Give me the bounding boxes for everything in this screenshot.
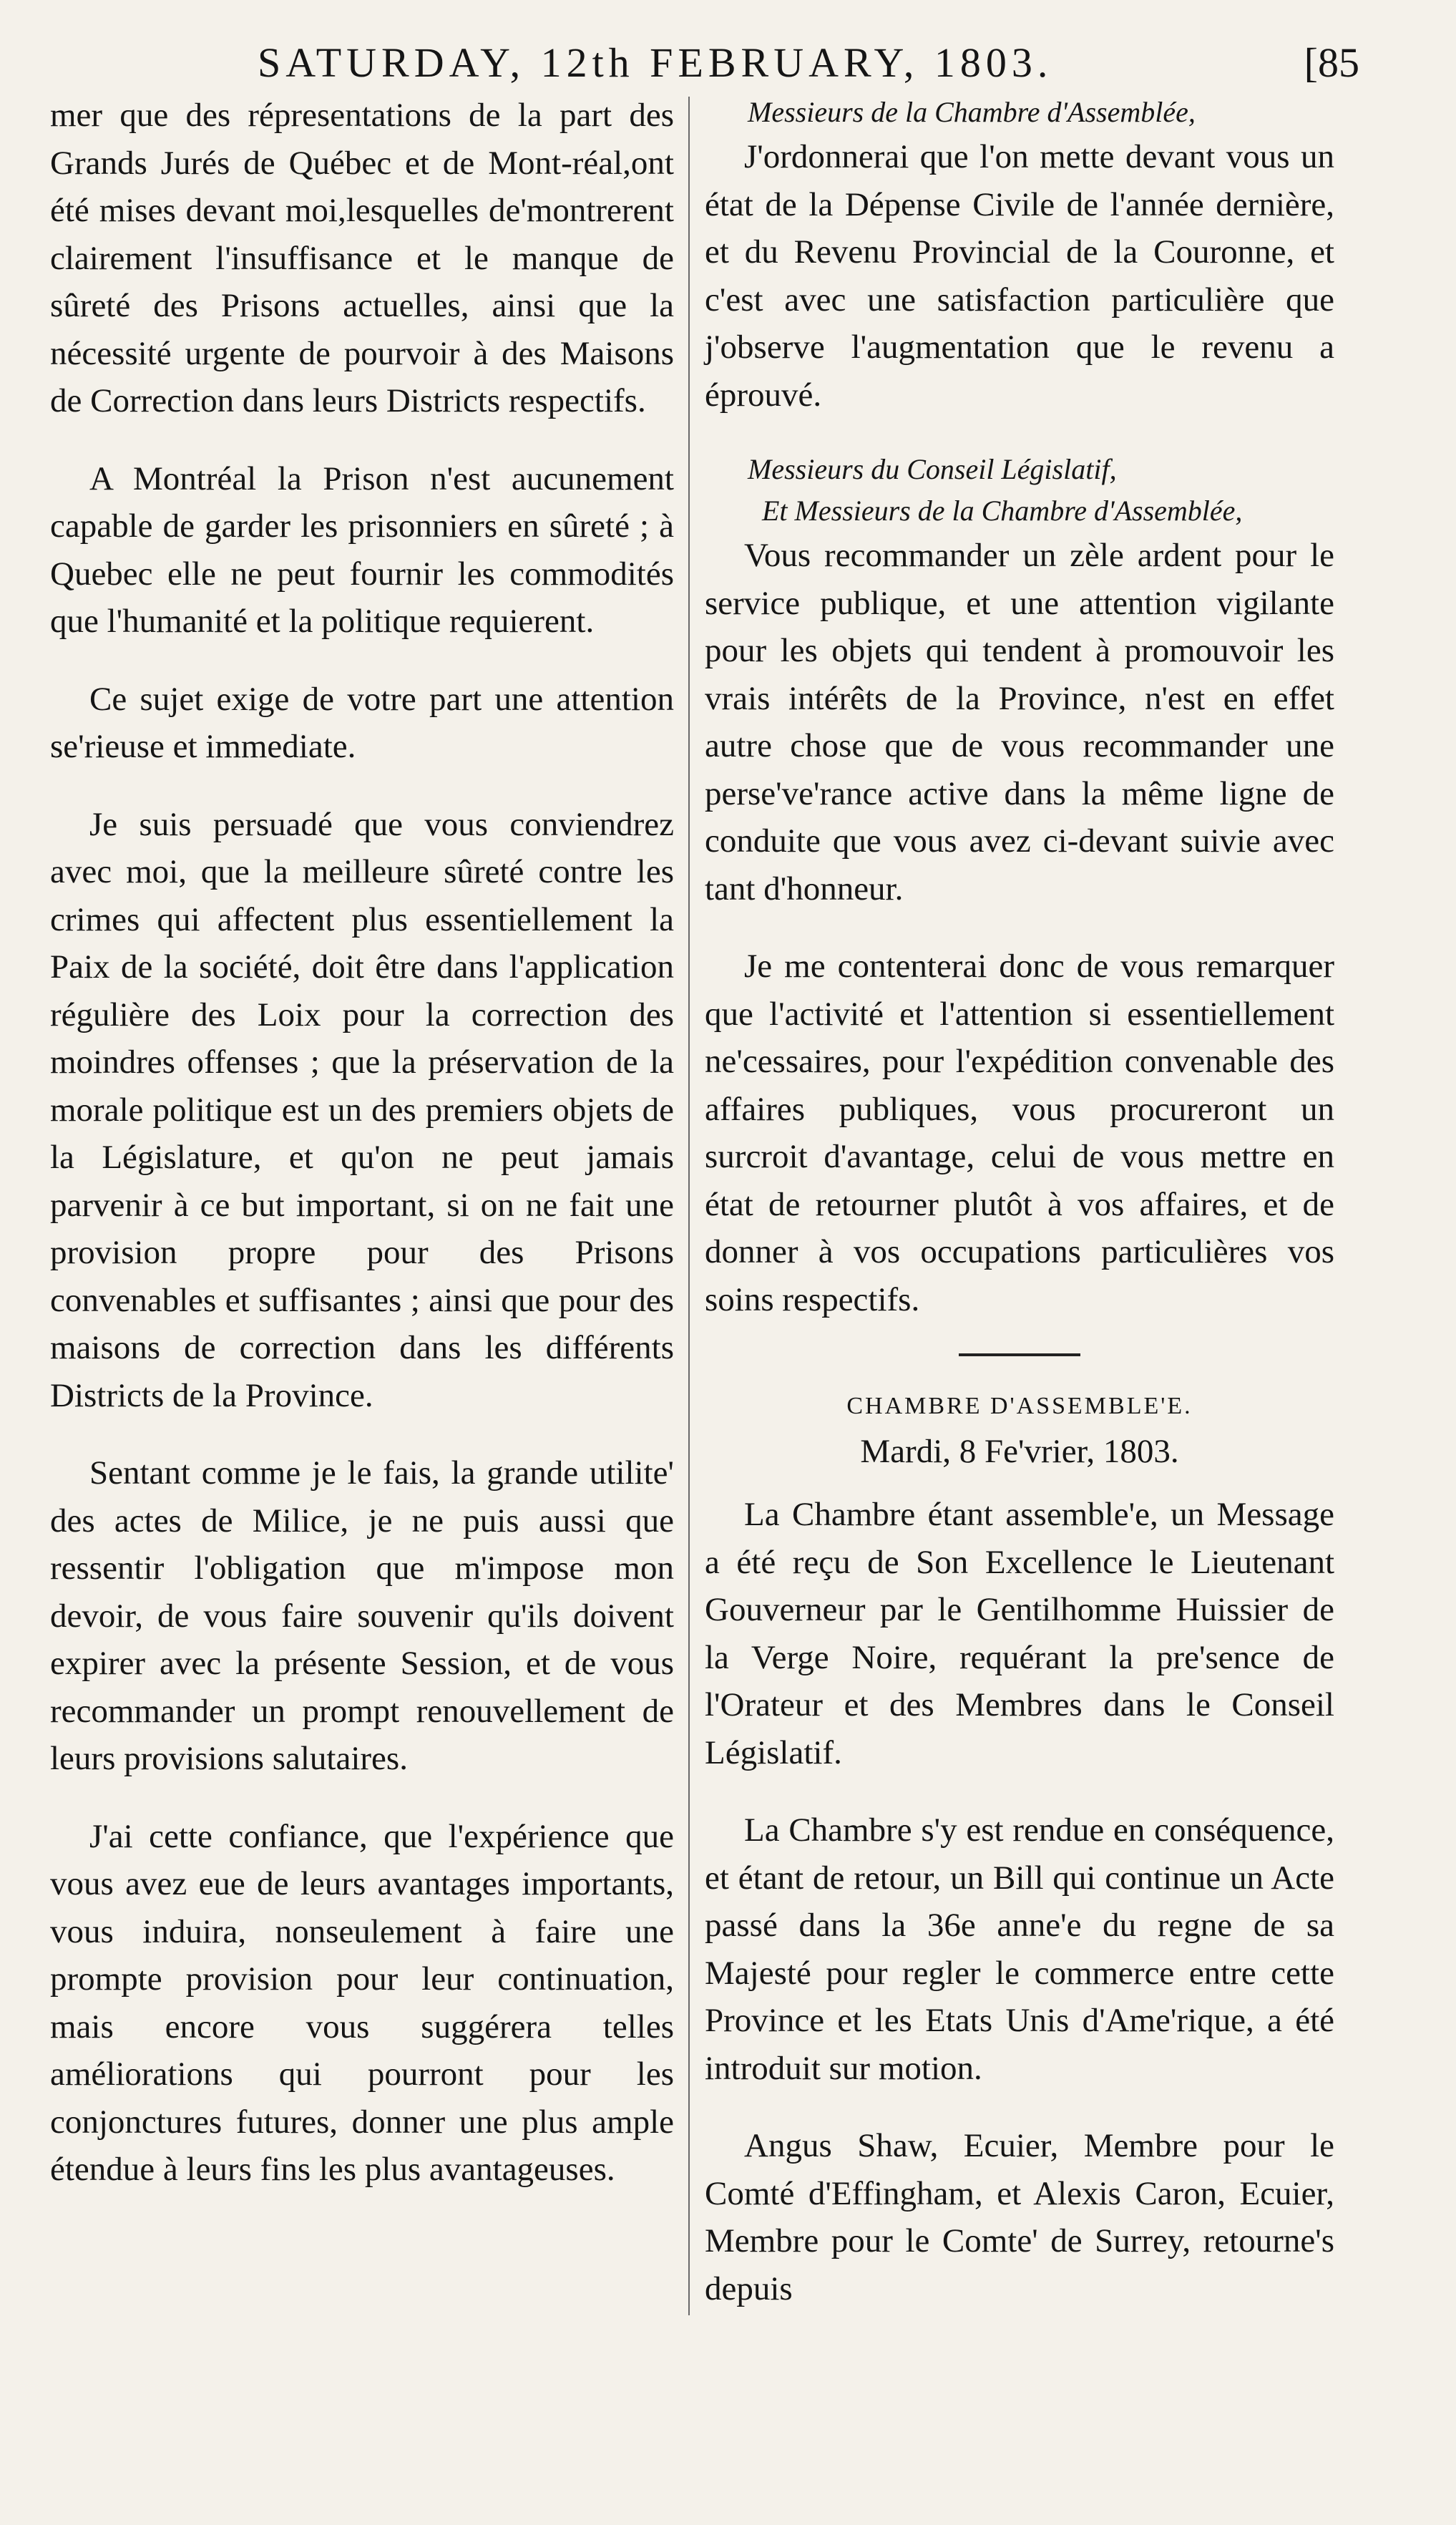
right-paragraph-5: La Chambre s'y est rendue en conséquence, et étant de retour, un Bill qui continue un Acte passé dans la 36e anne'e du regne de sa Majesté pour regler le commerce entre cette Province et les Etats Unis d'Ame'rique, a été introduit sur motion.	[705, 1811, 1334, 2087]
section-date: Mardi, 8 Fe'vrier, 1803.	[860, 1433, 1179, 1470]
right-column	[705, 92, 1334, 2342]
right-paragraph-6: Angus Shaw, Ecuier, Membre pour le Comté d'Effingham, et Alexis Caron, Ecuier, Membre pour le Comte' de Surrey, retourne's depuis	[705, 2127, 1334, 2307]
right-paragraph-2: Vous recommander un zèle ardent pour le service publique, et une attention vigilante pour les objets qui tendent à promouvoir les vrais intérêts de la Province, n'est en effet autre chose que de vous recommander une perse've'rance active dans la même ligne de conduite que vous avez ci-devant suivie avec tant d'honneur.	[705, 537, 1334, 908]
left-column	[50, 92, 674, 2224]
salutation-council-assembly: Et Messieurs de la Chambre d'Assemblée,	[762, 495, 1243, 527]
salutation-council: Messieurs du Conseil Législatif,	[748, 453, 1117, 485]
page-number: [85	[1304, 39, 1359, 86]
section-heading: CHAMBRE D'ASSEMBLE'E.	[846, 1393, 1193, 1419]
column-divider	[688, 97, 690, 2315]
header-date-title: SATURDAY, 12th FEBRUARY, 1803.	[258, 39, 1053, 86]
section-rule	[959, 1353, 1080, 1356]
left-paragraph-5: Sentant comme je le fais, la grande utilite' des actes de Milice, je ne puis aussi que ressentir l'obligation que m'impose mon devoir, de vous faire souvenir qu'ils doivent expirer avec la présente Session, et de vous recommander un prompt renouvellement de leurs provisions salutaires.	[50, 1454, 674, 1777]
left-paragraph-3: Ce sujet exige de votre part une attention se'rieuse et immediate.	[50, 680, 674, 765]
right-paragraph-1: J'ordonnerai que l'on mette devant vous un état de la Dépense Civile de l'année dernière, et du Revenu Provincial de la Couronne, et c'est avec une satisfaction particulière que j'observe l'augmentation que le revenu a éprouvé.	[705, 138, 1334, 414]
left-paragraph-2: A Montréal la Prison n'est aucunement capable de garder les prisonniers en sûreté ; à Quebec elle ne peut fournir les commodités que l'humanité et la politique requierent.	[50, 459, 674, 640]
salutation-assembly: Messieurs de la Chambre d'Assemblée,	[748, 96, 1196, 128]
right-paragraph-4: La Chambre étant assemble'e, un Message a été reçu de Son Excellence le Lieutenant Gouverneur par le Gentilhomme Huissier de la Verge Noire, requérant la pre'sence de l'Orateur et des Membres dans le Conseil Législatif.	[705, 1496, 1334, 1771]
left-paragraph-1: mer que des répresentations de la part des Grands Jurés de Québec et de Mont-réal,ont été mises devant moi,lesquelles de'montrerent clairement l'insuffisance et le manque de sûreté des Prisons actuelles, ainsi que la nécessité urgente de pourvoir à des Maisons de Correction dans leurs Districts respectifs.	[50, 97, 674, 419]
left-paragraph-4: Je suis persuadé que vous conviendrez avec moi, que la meilleure sûreté contre les crimes qui affectent plus essentiellement la Paix de la société, doit être dans l'application régulière des Loix pour la correction des moindres offenses ; que la préservation de la morale politique est un des premiers objets de la Législature, et qu'on ne peut jamais parvenir à ce but important, si on ne fait une provision propre pour des Prisons convenables et suffisantes ; ainsi que pour des maisons de correction dans les différents Districts de la Province.	[50, 805, 674, 1414]
page-header	[215, 37, 1359, 94]
right-paragraph-3: Je me contenterai donc de vous remarquer que l'activité et l'attention si essentiellement ne'cessaires, pour l'expédition convenable des affaires publiques, vous procureront un surcroit d'avantage, celui de vous mettre en état de retourner plutôt à vos affaires, et de donner à vos occupations particulières vos soins respectifs.	[705, 948, 1334, 1318]
left-paragraph-6: J'ai cette confiance, que l'expérience que vous avez eue de leurs avantages importants, vous induira, nonseulement à faire une prompte provision pour leur continuation, mais encore vous suggérera telles améliorations qui pourront pour les conjonctures futures, donner une plus ample étendue à leurs fins les plus avantageuses.	[50, 1817, 674, 2188]
